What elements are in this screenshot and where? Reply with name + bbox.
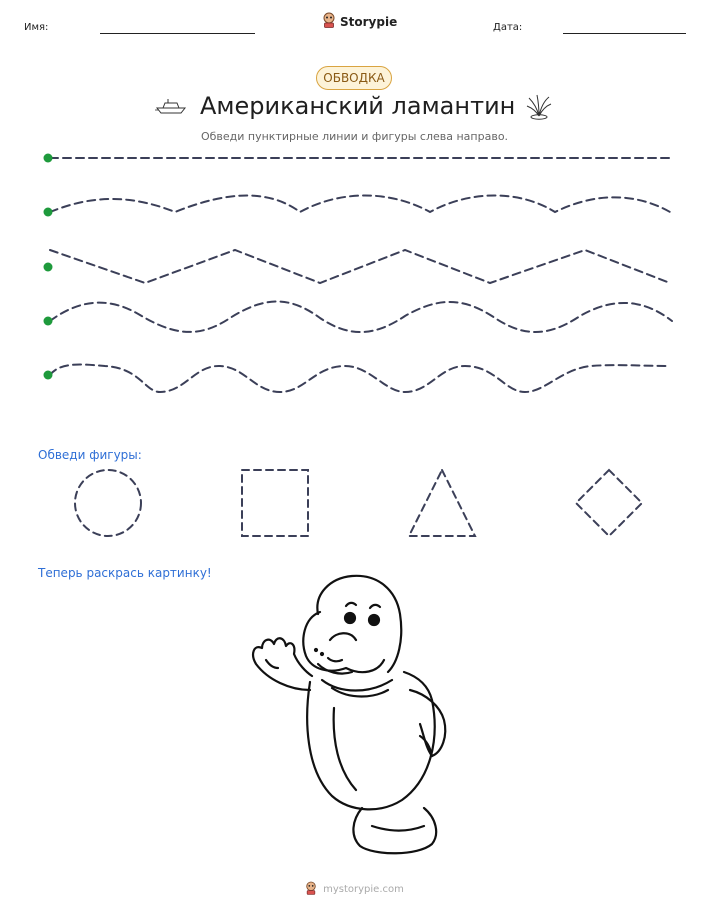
- name-label: Имя:: [24, 22, 49, 33]
- trace-line-wave[interactable]: [50, 302, 672, 333]
- start-dot: [44, 154, 53, 163]
- start-dot: [44, 208, 53, 217]
- storypie-mascot-icon: [305, 880, 317, 899]
- activity-badge: ОБВОДКА: [316, 66, 392, 90]
- instructions: Обведи пунктирные линии и фигуры слева направо.: [200, 130, 509, 143]
- start-dot: [44, 371, 53, 380]
- trace-line-zigzag[interactable]: [50, 250, 670, 283]
- footer-url[interactable]: mystorypie.com: [323, 884, 404, 895]
- page-title: Американский ламантин: [200, 92, 516, 120]
- date-label: Дата:: [493, 22, 523, 33]
- start-dot: [44, 317, 53, 326]
- shapes-heading: Обведи фигуры:: [38, 448, 142, 462]
- trace-shape-square[interactable]: [242, 470, 308, 536]
- trace-shape-triangle[interactable]: [409, 470, 475, 536]
- brand-name: Storypie: [340, 15, 398, 29]
- start-dot: [44, 263, 53, 272]
- coloring-heading: Теперь раскрась картинку!: [38, 566, 212, 580]
- footer: [0, 880, 709, 899]
- trace-shape-diamond[interactable]: [576, 470, 642, 536]
- trace-line-s-wave[interactable]: [50, 365, 670, 392]
- manatee-illustration[interactable]: [253, 576, 445, 853]
- trace-line-gentle-wave[interactable]: [50, 196, 670, 213]
- trace-shape-circle[interactable]: [75, 470, 141, 536]
